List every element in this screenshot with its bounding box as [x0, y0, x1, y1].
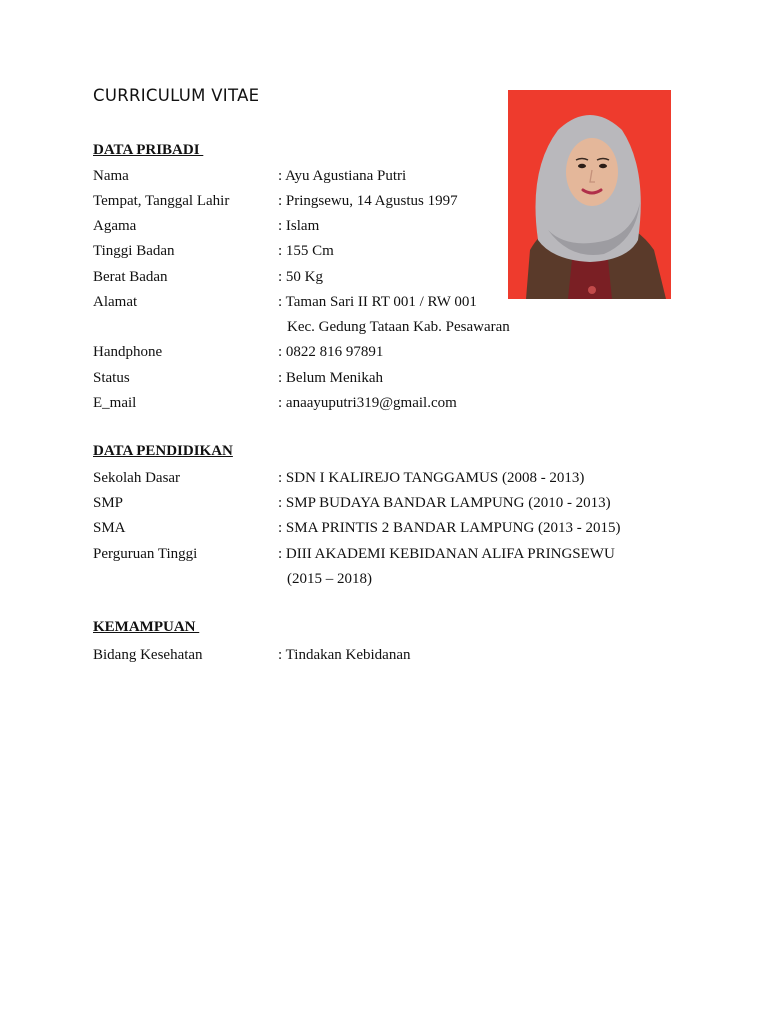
row-name — [93, 166, 693, 186]
row-label: Tinggi Badan — [93, 243, 175, 259]
row-value: : Ayu Agustiana Putri — [278, 168, 407, 184]
row-label: Bidang Kesehatan — [93, 647, 203, 663]
section-heading-skills: KEMAMPUAN — [93, 619, 200, 635]
row-birth — [93, 191, 693, 211]
row-value: : anaayuputri319@gmail.com — [278, 395, 457, 411]
row-label: Handphone — [93, 344, 163, 360]
row-label: Alamat — [93, 294, 138, 310]
row-label: Perguruan Tinggi — [93, 546, 198, 562]
row-email — [93, 393, 693, 413]
row-value: : SMP BUDAYA BANDAR LAMPUNG (2010 - 2013) — [278, 495, 611, 511]
row-value: : Islam — [278, 218, 320, 234]
row-junior-high — [93, 493, 693, 513]
row-label: Berat Badan — [93, 269, 168, 285]
row-value: : Tindakan Kebidanan — [278, 647, 411, 663]
row-value: : 155 Cm — [278, 243, 334, 259]
row-health-field — [93, 645, 693, 665]
row-elementary — [93, 468, 693, 488]
document-title: CURRICULUM VITAE — [93, 86, 260, 105]
row-religion — [93, 216, 693, 236]
row-address-continued — [93, 317, 693, 337]
row-label: Tempat, Tanggal Lahir — [93, 193, 230, 209]
row-weight — [93, 267, 693, 287]
row-label: SMP — [93, 495, 124, 511]
row-label: SMA — [93, 520, 126, 536]
row-label: E_mail — [93, 395, 137, 411]
row-value: Kec. Gedung Tataan Kab. Pesawaran — [287, 319, 510, 335]
row-label: Agama — [93, 218, 137, 234]
row-university — [93, 544, 693, 564]
row-value: : SMA PRINTIS 2 BANDAR LAMPUNG (2013 - 2015) — [278, 520, 621, 536]
row-label: Sekolah Dasar — [93, 470, 181, 486]
row-status — [93, 368, 693, 388]
row-value: : Taman Sari II RT 001 / RW 001 — [278, 294, 477, 310]
row-value: : SDN I KALIREJO TANGGAMUS (2008 - 2013) — [278, 470, 585, 486]
row-senior-high — [93, 518, 693, 538]
row-university-continued — [93, 569, 693, 589]
row-height — [93, 241, 693, 261]
row-value: (2015 – 2018) — [287, 571, 372, 587]
row-label: Status — [93, 370, 130, 386]
row-value: : DIII AKADEMI KEBIDANAN ALIFA PRINGSEWU — [278, 546, 615, 562]
row-label: Nama — [93, 168, 129, 184]
row-phone — [93, 342, 693, 362]
section-heading-personal: DATA PRIBADI — [93, 142, 204, 158]
row-address — [93, 292, 693, 312]
row-value: : Pringsewu, 14 Agustus 1997 — [278, 193, 458, 209]
row-value: : Belum Menikah — [278, 370, 383, 386]
section-heading-education: DATA PENDIDIKAN — [93, 443, 233, 459]
row-value: : 50 Kg — [278, 269, 323, 285]
row-value: : 0822 816 97891 — [278, 344, 384, 360]
